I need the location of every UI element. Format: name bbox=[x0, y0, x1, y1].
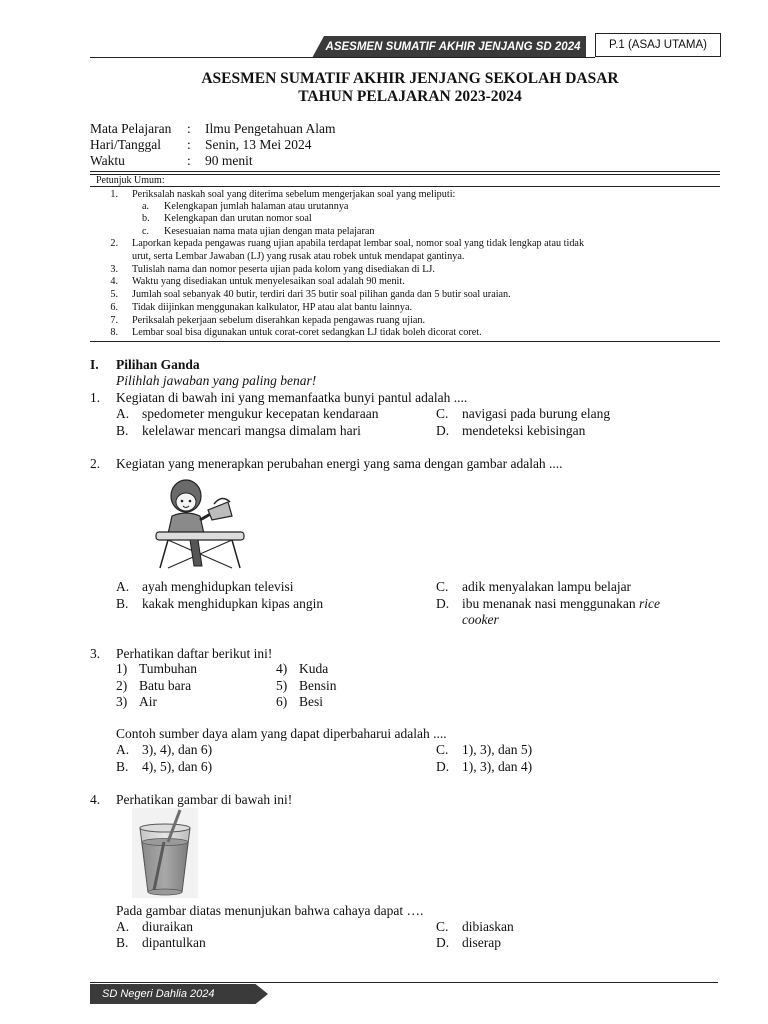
option-text: 4), 5), dan 6) bbox=[142, 759, 213, 774]
instruction-number: 3. bbox=[110, 264, 118, 275]
instruction-text: Tulislah nama dan nomor peserta ujian pada kolom yang disediakan di LJ. bbox=[132, 264, 435, 275]
list-text: Kuda bbox=[299, 661, 329, 676]
list-text: Batu bara bbox=[139, 678, 192, 693]
option-letter: D. bbox=[436, 423, 450, 438]
option-text: diuraikan bbox=[142, 919, 193, 934]
option-text bbox=[462, 595, 660, 612]
option-letter: D. bbox=[436, 596, 450, 611]
list-number: 3) bbox=[116, 694, 128, 709]
list-text: Bensin bbox=[299, 678, 337, 693]
option-letter: A. bbox=[116, 406, 130, 421]
header-band-text: ASESMEN SUMATIF AKHIR JENJANG SD 2024 bbox=[325, 41, 581, 53]
list-number: 2) bbox=[116, 678, 128, 693]
option-letter: C. bbox=[436, 742, 449, 757]
question-prompt: Pada gambar diatas menunjukan bahwa cahaya dapat …. bbox=[116, 903, 424, 918]
meta-label: Mata Pelajaran bbox=[90, 121, 172, 136]
section-title: Pilihan Ganda bbox=[116, 357, 200, 372]
meta-colon: : bbox=[187, 121, 191, 136]
option-text: adik menyalakan lampu belajar bbox=[462, 579, 632, 594]
document-title: ASESMEN SUMATIF AKHIR JENJANG SEKOLAH DASAR bbox=[201, 70, 619, 87]
list-text: Besi bbox=[299, 694, 324, 709]
list-number: 5) bbox=[276, 678, 288, 693]
instruction-text: Waktu yang disediakan untuk menyelesaikan soal adalah 90 menit. bbox=[132, 276, 405, 287]
header-rule bbox=[90, 57, 595, 58]
option-letter: C. bbox=[436, 579, 449, 594]
meta-colon: : bbox=[187, 153, 191, 168]
option-letter: C. bbox=[436, 406, 449, 421]
option-text: 1), 3), dan 4) bbox=[462, 759, 533, 774]
option-text: 1), 3), dan 5) bbox=[462, 742, 533, 757]
instruction-text: Tidak diijinkan menggunakan kalkulator, HP atau alat bantu lainnya. bbox=[132, 302, 413, 313]
question-prompt: Contoh sumber daya alam yang dapat diperbaharui adalah .... bbox=[116, 726, 447, 741]
page-code-box: P.1 (ASAJ UTAMA) bbox=[595, 33, 721, 57]
option-text: navigasi pada burung elang bbox=[462, 406, 611, 421]
option-letter: A. bbox=[116, 919, 130, 934]
option-text: kakak menghidupkan kipas angin bbox=[142, 596, 324, 611]
question-text: Kegiatan yang menerapkan perubahan energi yang sama dengan gambar adalah .... bbox=[116, 456, 563, 471]
option-text-italic: rice bbox=[638, 596, 660, 611]
option-text: dibiaskan bbox=[462, 919, 514, 934]
instructions-top-rule bbox=[90, 174, 720, 175]
list-number: 4) bbox=[276, 661, 288, 676]
option-text: kelelawar mencari mangsa dimalam hari bbox=[142, 423, 361, 438]
meta-colon: : bbox=[187, 137, 191, 152]
instruction-text: Kelengkapan jumlah halaman atau urutannya bbox=[164, 201, 349, 212]
instruction-number: 4. bbox=[110, 276, 118, 287]
option-text: spedometer mengukur kecepatan kendaraan bbox=[142, 406, 379, 421]
woman-ironing-illustration bbox=[150, 476, 250, 572]
option-letter: C. bbox=[436, 919, 449, 934]
question-number: 3. bbox=[90, 646, 101, 661]
meta-value: 90 menit bbox=[205, 153, 253, 168]
document-subtitle: TAHUN PELAJARAN 2023-2024 bbox=[298, 88, 522, 105]
option-letter: D. bbox=[436, 759, 450, 774]
instruction-number: 7. bbox=[110, 315, 118, 326]
option-text: diserap bbox=[462, 935, 501, 950]
question-text: Perhatikan gambar di bawah ini! bbox=[116, 792, 293, 807]
instruction-text: Periksalah pekerjaan sebelum diserahkan kepada pengawas ruang ujian. bbox=[132, 315, 426, 326]
instruction-text: Laporkan kepada pengawas ruang ujian apabila terdapat lembar soal, nomor soal yang tidak lengkap atau tidak bbox=[132, 238, 585, 249]
instruction-number: 2. bbox=[110, 238, 118, 249]
list-text: Air bbox=[139, 694, 157, 709]
option-letter: A. bbox=[116, 742, 130, 757]
instruction-number: 8. bbox=[110, 327, 118, 338]
option-letter: A. bbox=[116, 579, 130, 594]
option-text: ayah menghidupkan televisi bbox=[142, 579, 294, 594]
meta-value: Ilmu Pengetahuan Alam bbox=[205, 121, 336, 136]
instruction-letter: c. bbox=[142, 226, 150, 237]
option-letter: B. bbox=[116, 935, 129, 950]
footer-school-name: SD Negeri Dahlia 2024 bbox=[102, 988, 215, 1000]
instruction-text: Kesesuaian nama mata ujian dengan mata pelajaran bbox=[164, 226, 375, 237]
instructions-top-rule bbox=[90, 171, 720, 172]
instruction-text: urut, serta Lembar Jawaban (LJ) yang rusak atau robek untuk mendapat gantinya. bbox=[132, 251, 465, 262]
list-number: 1) bbox=[116, 661, 128, 676]
instruction-number: 1. bbox=[110, 189, 118, 200]
option-letter: B. bbox=[116, 759, 129, 774]
footer-rule bbox=[90, 982, 718, 983]
list-text: Tumbuhan bbox=[139, 661, 198, 676]
option-letter: B. bbox=[116, 423, 129, 438]
instruction-number: 6. bbox=[110, 302, 118, 313]
instruction-text: Jumlah soal sebanyak 40 butir, terdiri dari 35 butir soal pilihan ganda dan 5 butir soal uraian. bbox=[132, 289, 511, 300]
option-text: 3), 4), dan 6) bbox=[142, 742, 213, 757]
instruction-letter: a. bbox=[142, 201, 150, 212]
section-instruction: Pilihlah jawaban yang paling benar! bbox=[116, 373, 317, 388]
instruction-text: Kelengkapan dan urutan nomor soal bbox=[164, 213, 312, 224]
instruction-text: Lembar soal bisa digunakan untuk corat-coret sedangkan LJ tidak boleh dicorat coret. bbox=[132, 327, 482, 338]
option-text-main: ibu menanak nasi menggunakan bbox=[462, 596, 639, 611]
instruction-number: 5. bbox=[110, 289, 118, 300]
question-number: 2. bbox=[90, 456, 101, 471]
instructions-heading: Petunjuk Umum: bbox=[96, 175, 165, 186]
option-letter: D. bbox=[436, 935, 450, 950]
meta-label: Hari/Tanggal bbox=[90, 137, 162, 152]
list-number: 6) bbox=[276, 694, 288, 709]
instructions-bottom-rule bbox=[90, 341, 720, 342]
question-text: Perhatikan daftar berikut ini! bbox=[116, 646, 273, 661]
meta-label: Waktu bbox=[90, 153, 125, 168]
instruction-text: Periksalah naskah soal yang diterima sebelum mengerjakan soal yang meliputi: bbox=[132, 189, 456, 200]
option-text: dipantulkan bbox=[142, 935, 206, 950]
instructions-heading-rule bbox=[90, 186, 720, 187]
section-number: I. bbox=[90, 357, 99, 372]
option-letter: B. bbox=[116, 596, 129, 611]
instruction-letter: b. bbox=[142, 213, 150, 224]
option-text: mendeteksi kebisingan bbox=[462, 423, 586, 438]
question-number: 1. bbox=[90, 390, 101, 405]
question-text: Kegiatan di bawah ini yang memanfaatka bunyi pantul adalah .... bbox=[116, 390, 468, 405]
glass-straw-illustration bbox=[132, 808, 198, 898]
meta-value: Senin, 13 Mei 2024 bbox=[205, 137, 312, 152]
question-number: 4. bbox=[90, 792, 101, 807]
option-d-continued: cooker bbox=[462, 612, 499, 627]
